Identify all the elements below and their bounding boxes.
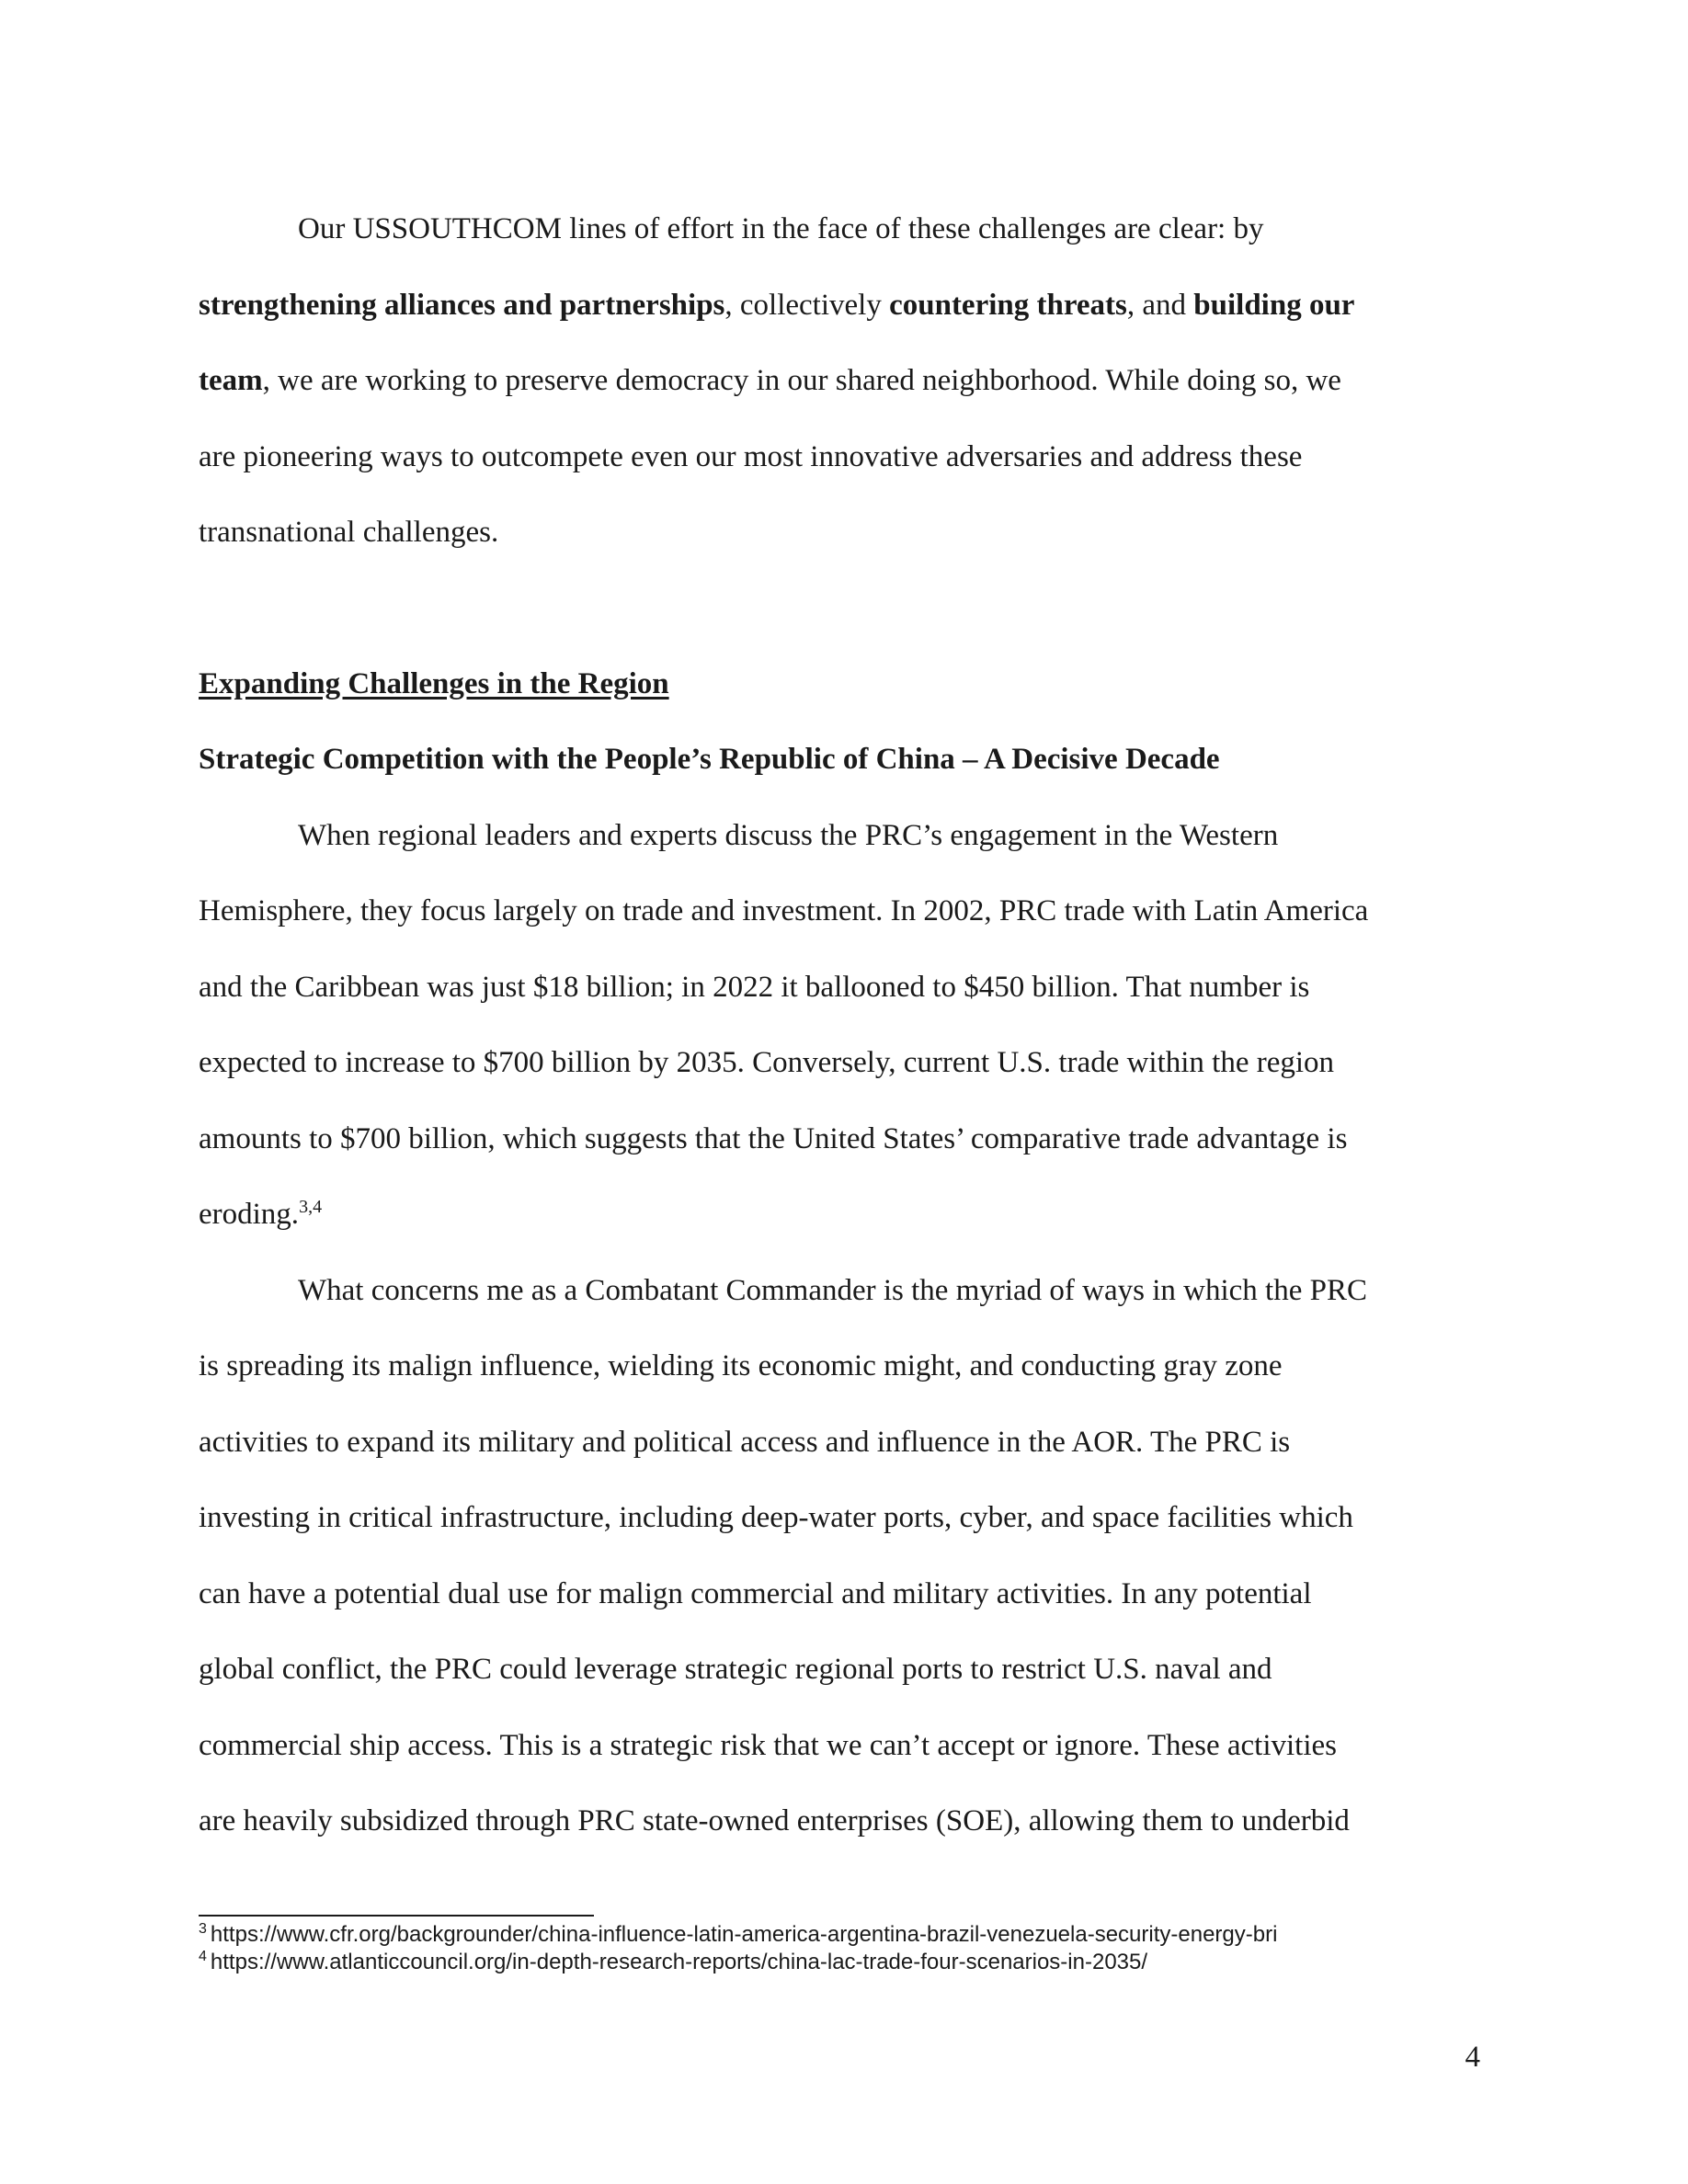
trade-line-4: expected to increase to $700 billion by 2035. Conversely, current U.S. trade within the region [199, 1046, 1335, 1079]
bold-phrase-alliances: strengthening alliances and partnerships [199, 288, 725, 322]
intro-line-2 [199, 267, 1495, 344]
bold-phrase-team: team [199, 364, 263, 397]
page-body [199, 191, 1495, 1860]
footnotes [199, 1921, 1578, 1976]
trade-line-2: Hemisphere, they focus largely on trade and investment. In 2002, PRC trade with Latin America [199, 894, 1369, 927]
intro-line-1: Our USSOUTHCOM lines of effort in the face of these challenges are clear: by [298, 212, 1264, 245]
footnote-number: 3 [199, 1921, 207, 1937]
concerns-paragraph [199, 1253, 1495, 1860]
concerns-line-6: global conflict, the PRC could leverage strategic regional ports to restrict U.S. naval and [199, 1653, 1272, 1686]
bold-phrase-countering: countering threats [889, 288, 1127, 322]
footnote-3 [199, 1921, 1578, 1949]
bold-phrase-building: building our [1193, 288, 1355, 322]
footnote-divider [199, 1915, 594, 1917]
trade-text: eroding. [199, 1198, 300, 1231]
subsection-heading: Strategic Competition with the People’s Republic of China – A Decisive Decade [199, 743, 1220, 776]
intro-paragraph [199, 191, 1495, 571]
intro-line-5: transnational challenges. [199, 516, 499, 549]
concerns-line-5: can have a potential dual use for malign commercial and military activities. In any potential [199, 1576, 1312, 1610]
intro-text: , collectively [724, 288, 890, 322]
concerns-line-7: commercial ship access. This is a strategic risk that we can’t accept or ignore. These activities [199, 1728, 1337, 1762]
trade-line-6 [199, 1177, 1495, 1253]
intro-line-3 [199, 343, 1495, 419]
footnote-4 [199, 1949, 1578, 1976]
intro-text: , we are working to preserve democracy in our shared neighborhood. While doing so, we [262, 364, 1341, 397]
intro-text: , and [1126, 288, 1194, 322]
concerns-line-8: are heavily subsidized through PRC state-owned enterprises (SOE), allowing them to underbid [199, 1804, 1350, 1837]
concerns-line-3: activities to expand its military and political access and influence in the AOR. The PRC is [199, 1425, 1291, 1459]
concerns-line-4: investing in critical infrastructure, including deep-water ports, cyber, and space facilities which [199, 1501, 1353, 1534]
footnote-number: 4 [199, 1949, 207, 1964]
trade-line-3: and the Caribbean was just $18 billion; in 2022 it ballooned to $450 billion. That number is [199, 970, 1310, 1004]
concerns-line-2: is spreading its malign influence, wielding its economic might, and conducting gray zone [199, 1349, 1283, 1382]
footnote-reference[interactable]: 3,4 [299, 1197, 323, 1217]
concerns-line-1: What concerns me as a Combatant Commander is the myriad of ways in which the PRC [298, 1273, 1367, 1307]
trade-paragraph [199, 798, 1495, 1253]
intro-line-4: are pioneering ways to outcompete even our most innovative adversaries and address these [199, 439, 1303, 473]
trade-line-5: amounts to $700 billion, which suggests that the United States’ comparative trade advantage is [199, 1121, 1348, 1155]
page-number: 4 [1465, 2041, 1480, 2074]
footnote-link[interactable]: https://www.atlanticcouncil.org/in-depth-research-reports/china-lac-trade-four-scenarios-in-2035/ [210, 1950, 1148, 1974]
trade-line-1: When regional leaders and experts discuss the PRC’s engagement in the Western [298, 818, 1279, 852]
footnote-link[interactable]: https://www.cfr.org/backgrounder/china-influence-latin-america-argentina-brazil-venezuela-security-energy-bri [210, 1922, 1278, 1947]
section-heading: Expanding Challenges in the Region [199, 666, 669, 700]
section-spacer [199, 571, 1495, 646]
